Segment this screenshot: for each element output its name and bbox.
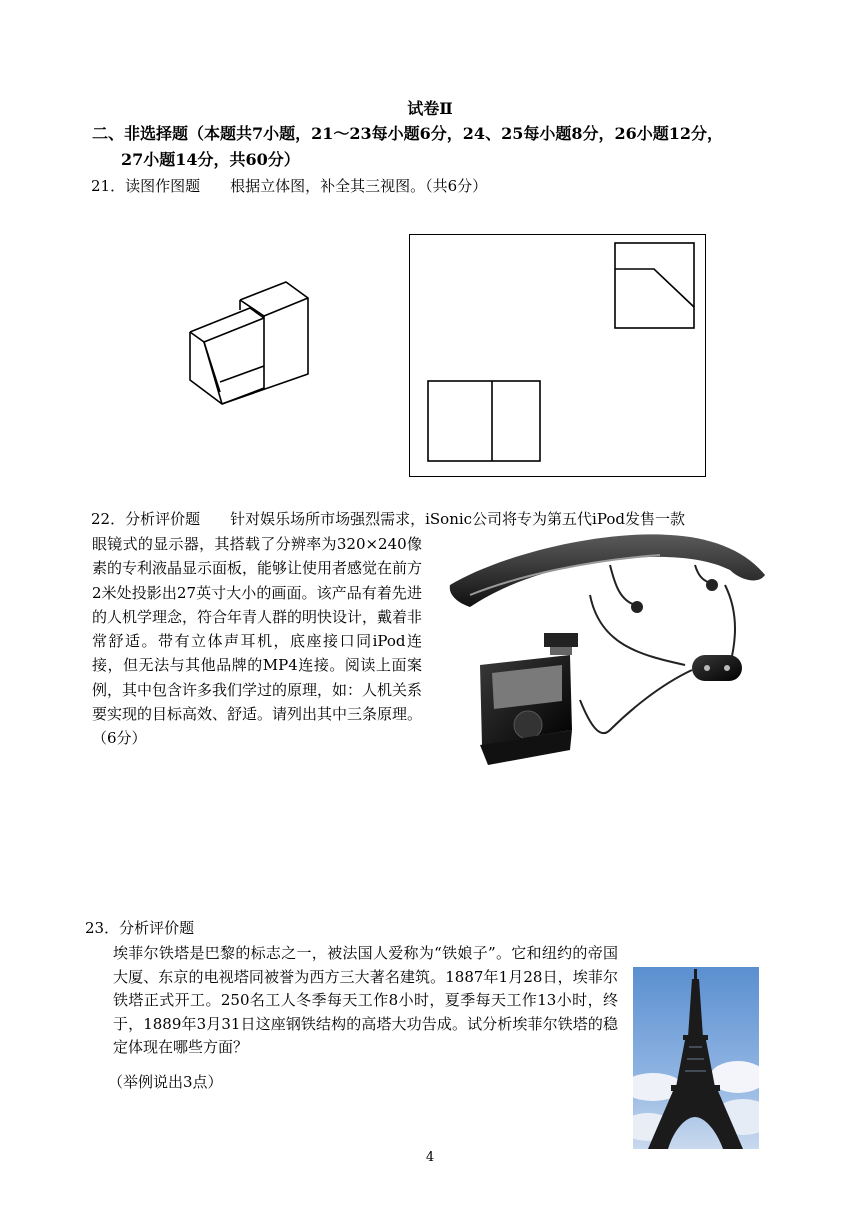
eiffel-tower-photo: [633, 967, 759, 1149]
section-heading: [92, 121, 792, 173]
question-21-text: 21．读图作图题 根据立体图，补全其三视图。（共6分）: [91, 177, 488, 195]
section-heading-line1: 二、非选择题（本题共7小题，21～23每小题6分，24、25每小题8分，26小题12分，: [92, 124, 723, 143]
section-heading-line2: 27小题14分，共60分）: [121, 150, 300, 169]
isometric-block-figure: [180, 280, 320, 410]
three-views-figure: [409, 234, 706, 477]
page-number: 4: [425, 1150, 435, 1165]
question-23-note: （举例说出3点）: [108, 1073, 223, 1091]
question-22-first-line: 22．分析评价题 针对娱乐场所市场强烈需求，iSonic公司将专为第五代iPod发售一款: [91, 510, 685, 528]
question-22-body: 眼镜式的显示器，其搭载了分辨率为320×240像素的专利液晶显示面板，能够让使用者感觉在前方2米处投影出27英寸大小的画面。该产品有着先进的人机学理念，符合年青人群的明快设计，戴着非常舒适。带有立体声耳机，底座接口同iPod连接，但无法与其他品牌的MP4连接。阅读上面案例，其中包含许多我们学过的原理，如：人机关系要实现的目标高效、舒适。请列出其中三条原理。（6分）: [92, 535, 423, 748]
question-23-heading: 23．分析评价题: [85, 919, 195, 937]
video-glasses-product-image: [440, 525, 770, 775]
question-23-body: 埃菲尔铁塔是巴黎的标志之一，被法国人爱称为“铁娘子”。它和纽约的帝国大厦、东京的电视塔同被誉为西方三大著名建筑。1887年1月28日，埃菲尔铁塔正式开工。250名工人冬季每天工作8小时，夏季每天工作13小时，终于，1889年3月31日这座钢铁结构的高塔大功告成。试分析埃菲尔铁塔的稳定体现在哪些方面？: [113, 944, 618, 1056]
paper-title: 试卷Ⅱ: [407, 99, 453, 118]
